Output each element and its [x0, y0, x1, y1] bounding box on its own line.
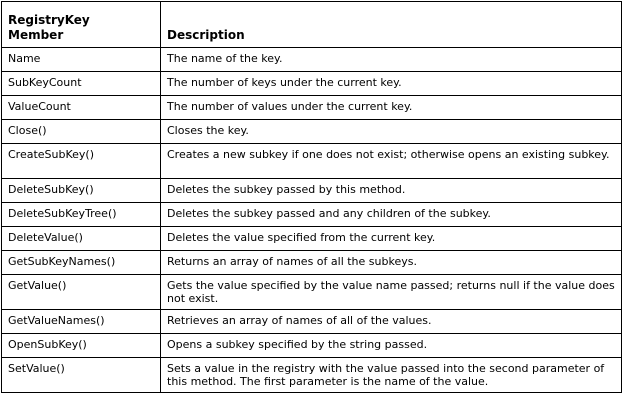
member-cell: CreateSubKey()	[2, 144, 161, 179]
description-cell: Closes the key.	[161, 120, 622, 144]
header-description: Description	[161, 2, 622, 48]
description-cell: Retrieves an array of names of all of the values.	[161, 310, 622, 334]
member-cell: DeleteValue()	[2, 227, 161, 251]
description-cell: Gets the value specified by the value name passed; returns null if the value does not exist.	[161, 275, 622, 310]
table-row	[2, 48, 622, 72]
description-cell: The name of the key.	[161, 48, 622, 72]
member-cell: Name	[2, 48, 161, 72]
table-row	[2, 120, 622, 144]
table-header-row	[2, 2, 622, 48]
table-row	[2, 72, 622, 96]
description-cell: Returns an array of names of all the subkeys.	[161, 251, 622, 275]
table-row	[2, 310, 622, 334]
header-member	[2, 2, 161, 48]
member-cell: Close()	[2, 120, 161, 144]
member-cell: ValueCount	[2, 96, 161, 120]
table-row	[2, 251, 622, 275]
member-cell: GetSubKeyNames()	[2, 251, 161, 275]
table-row	[2, 96, 622, 120]
member-cell: GetValueNames()	[2, 310, 161, 334]
header-member-line1: RegistryKey	[8, 13, 90, 27]
member-cell: DeleteSubKey()	[2, 179, 161, 203]
description-cell: Creates a new subkey if one does not exist; otherwise opens an existing subkey.	[161, 144, 622, 179]
description-cell: Deletes the subkey passed by this method.	[161, 179, 622, 203]
description-cell: Opens a subkey specified by the string passed.	[161, 334, 622, 358]
description-cell: The number of values under the current key.	[161, 96, 622, 120]
member-cell: SubKeyCount	[2, 72, 161, 96]
header-member-line2: Member	[8, 28, 64, 42]
description-cell: Deletes the value specified from the current key.	[161, 227, 622, 251]
description-cell: The number of keys under the current key.	[161, 72, 622, 96]
member-cell: GetValue()	[2, 275, 161, 310]
description-cell: Deletes the subkey passed and any children of the subkey.	[161, 203, 622, 227]
table-row	[2, 358, 622, 393]
table-row	[2, 334, 622, 358]
member-cell: SetValue()	[2, 358, 161, 393]
table-row	[2, 144, 622, 179]
member-cell: OpenSubKey()	[2, 334, 161, 358]
table-row	[2, 179, 622, 203]
registrykey-members-table	[1, 1, 622, 393]
table-row	[2, 227, 622, 251]
member-cell: DeleteSubKeyTree()	[2, 203, 161, 227]
table-row	[2, 275, 622, 310]
table-row	[2, 203, 622, 227]
description-cell: Sets a value in the registry with the value passed into the second parameter of this method. The first parameter is the name of the value.	[161, 358, 622, 393]
